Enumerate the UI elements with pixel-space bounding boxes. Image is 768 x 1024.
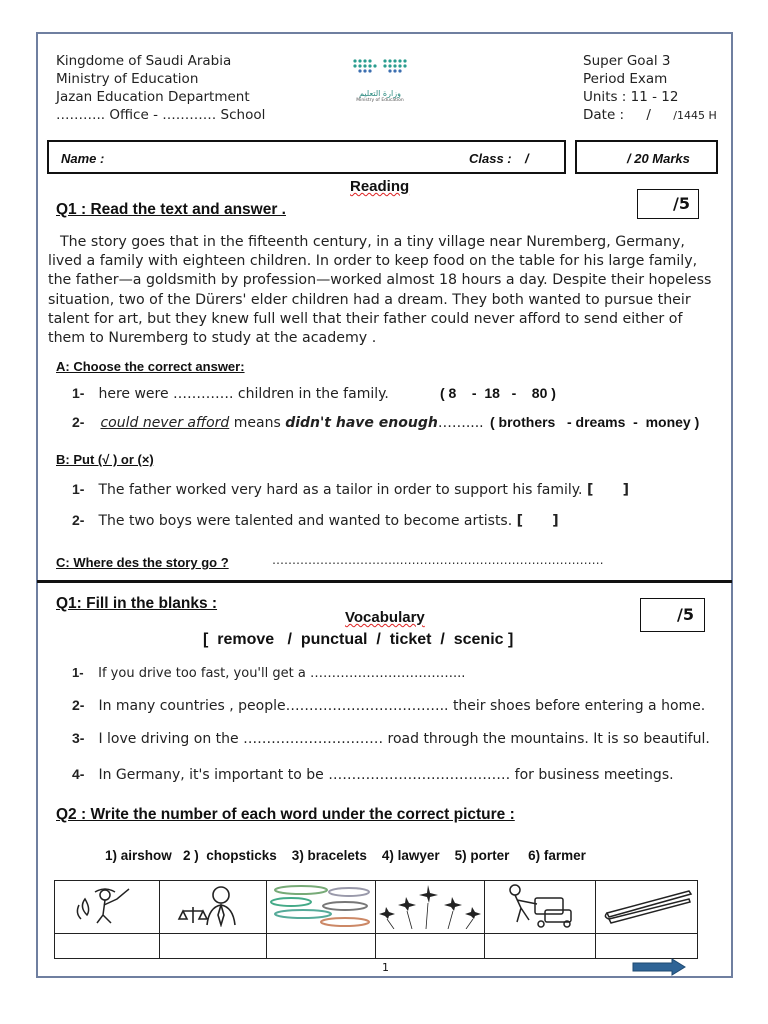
- class-slash: /: [525, 151, 529, 166]
- vocab-item-2: [72, 697, 705, 714]
- total-marks: / 20 Marks: [627, 151, 690, 166]
- airshow-icon: [378, 881, 482, 929]
- part-a-item-1: [72, 385, 389, 402]
- vocabulary-title-text: Vocabulary: [345, 609, 425, 626]
- farmer-icon: [67, 885, 147, 925]
- reading-score-box: [637, 189, 699, 219]
- answer-bracket: [ ]: [516, 513, 559, 529]
- header-ministry: Ministry of Education: [56, 71, 199, 87]
- marks-box: [575, 140, 718, 174]
- vocabulary-title: [345, 609, 425, 626]
- vocab-item-4: [72, 766, 674, 783]
- bracelets-icon: [269, 882, 373, 928]
- item-text: The two boys were talented and wanted to become artists.: [98, 513, 513, 529]
- answer-cell-6[interactable]: [596, 934, 698, 959]
- part-c-title: C: Where des the story go ?: [56, 555, 229, 570]
- section-divider: [37, 580, 732, 583]
- date-year: /1445 H: [673, 109, 717, 122]
- header-exam-type: Period Exam: [583, 71, 668, 87]
- part-a-item-2: [72, 414, 484, 431]
- ministry-logo-arabic: وزارة التعليم: [359, 89, 401, 98]
- vocab-item-3: [72, 730, 710, 747]
- item-number: 2-: [72, 414, 85, 430]
- part-a-title: A: Choose the correct answer:: [56, 359, 245, 374]
- item-number: 4-: [72, 766, 85, 782]
- name-label: Name :: [61, 151, 105, 166]
- reading-passage: The story goes that in the fifteenth century, in a tiny village near Nuremberg, Germany, lived a family with eighteen children. In order to keep food on the table for his large family, the father—a goldsmith by profession—worked almost 18 hours a day. Despite their hopeless situation, two of the Dürers' elder children had a dream. They both wanted to pursue their talent for art, but they knew full well that their father could never afford to send either of them to Nuremberg to study at the academy .: [48, 234, 712, 347]
- item-bold-phrase: didn't have enough: [285, 415, 438, 431]
- reading-title: [350, 178, 409, 195]
- right-arrow-icon: [632, 958, 686, 976]
- answer-cell-1[interactable]: [55, 934, 160, 959]
- item-dots: ……....: [437, 415, 484, 431]
- vocab-score: /5: [677, 605, 694, 624]
- page-number: 1: [382, 961, 389, 974]
- part-b-item-1: [72, 481, 629, 498]
- vocab-q1-title: Q1: Fill in the blanks :: [56, 595, 218, 612]
- date-label: Date :: [583, 107, 625, 123]
- picture-table: [54, 880, 698, 959]
- item-mid-text: means: [229, 415, 286, 431]
- vocab-item-1: [72, 665, 465, 681]
- class-label: Class :: [469, 151, 512, 166]
- word-bank: [ remove / punctual / ticket / scenic ]: [203, 631, 514, 648]
- answer-cell-5[interactable]: [485, 934, 596, 959]
- item-text: In many countries , people…………………………….. their shoes before entering a home.: [98, 698, 706, 714]
- item-text: The father worked very hard as a tailor in order to support his family.: [98, 482, 583, 498]
- item-text: I love driving on the ………………………… road through the mountains. It is so beautiful.: [98, 731, 710, 747]
- header-country: Kingdome of Saudi Arabia: [56, 53, 232, 69]
- ministry-logo-english: Ministry of Education: [356, 98, 404, 103]
- header-course: Super Goal 3: [583, 53, 671, 69]
- header-left: [56, 52, 265, 124]
- header-department: Jazan Education Department: [56, 89, 250, 105]
- ministry-logo: [345, 55, 415, 104]
- header-date: [583, 106, 717, 125]
- answer-cell-2[interactable]: [160, 934, 267, 959]
- airshow-picture: [376, 881, 485, 934]
- vocab-q2-title: Q2 : Write the number of each word under the correct picture :: [56, 806, 515, 823]
- chopsticks-picture: [596, 881, 698, 934]
- item-text: here were …………. children in the family.: [98, 386, 389, 402]
- porter-picture: [485, 881, 596, 934]
- chopsticks-icon: [599, 885, 695, 925]
- bracelets-picture: [267, 881, 376, 934]
- part-a-item-2-options: ( brothers - dreams - money ): [490, 414, 700, 430]
- answer-cell-3[interactable]: [267, 934, 376, 959]
- part-c-answer-line: …………………………..……………………………………………: [272, 553, 604, 567]
- item-number: 1-: [72, 665, 84, 680]
- header-units: Units : 11 - 12: [583, 89, 679, 105]
- porter-icon: [495, 882, 585, 928]
- part-b-title: B: Put (√ ) or (×): [56, 452, 154, 467]
- item-number: 1-: [72, 385, 85, 401]
- item-number: 2-: [72, 697, 85, 713]
- lawyer-picture: [160, 881, 267, 934]
- date-slash: /: [646, 107, 651, 123]
- part-b-item-2: [72, 512, 559, 529]
- reading-title-text: Reading: [350, 178, 410, 195]
- item-text: In Germany, it's important to be ………………………………… for business meetings.: [98, 767, 674, 783]
- farmer-picture: [55, 881, 160, 934]
- next-page-arrow: [632, 958, 686, 980]
- answer-bracket: [ ]: [586, 482, 629, 498]
- reading-score: /5: [673, 194, 690, 213]
- item-text: If you drive too fast, you'll get a ……………………………...: [98, 666, 466, 681]
- item-underlined-phrase: could never afford: [100, 415, 230, 431]
- vocab-score-box: [640, 598, 705, 632]
- header-office-school: ……….. Office - ………… School: [56, 107, 266, 123]
- lawyer-icon: [173, 883, 253, 927]
- reading-q1-title: Q1 : Read the text and answer .: [56, 201, 286, 218]
- item-number: 1-: [72, 481, 85, 497]
- answer-cell-4[interactable]: [376, 934, 485, 959]
- item-number: 2-: [72, 512, 85, 528]
- item-number: 3-: [72, 730, 85, 746]
- name-class-box: [47, 140, 566, 174]
- picture-word-list: 1) airshow 2 ) chopsticks 3) bracelets 4) lawyer 5) porter 6) farmer: [105, 848, 586, 863]
- header-right: [583, 52, 717, 125]
- ministry-logo-icon: [349, 55, 411, 85]
- part-a-item-1-options: ( 8 - 18 - 80 ): [440, 385, 556, 401]
